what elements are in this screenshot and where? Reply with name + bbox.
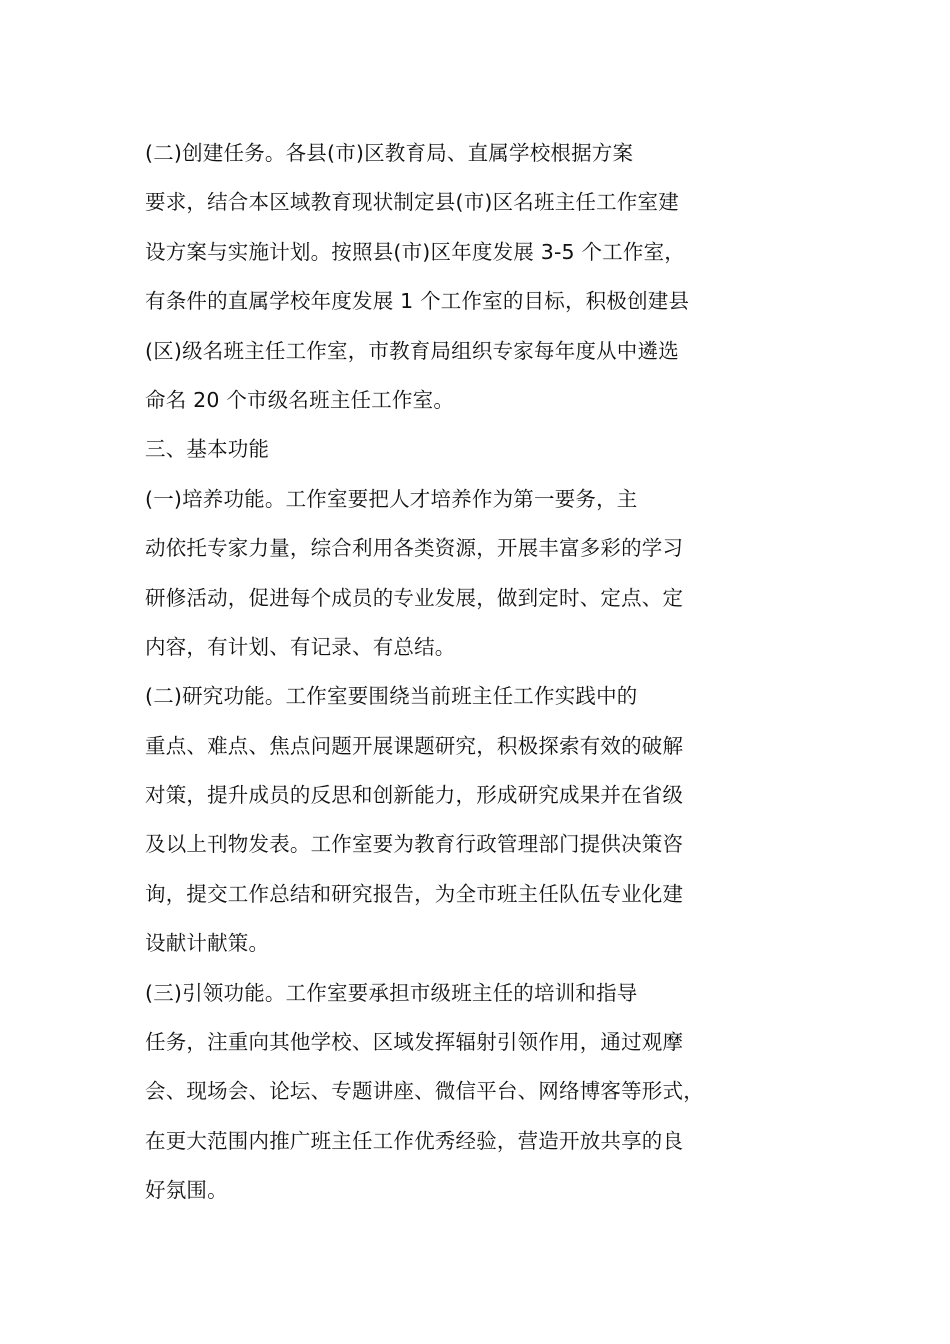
text-line: 重点、难点、焦点问题开展课题研究，积极探索有效的破解: [145, 733, 684, 758]
section-heading: 三、基本功能: [145, 437, 270, 462]
text-line: 动依托专家力量，综合利用各类资源，开展丰富多彩的学习: [145, 536, 684, 561]
text-line: 设献计献策。: [145, 931, 270, 956]
text-line: 研修活动，促进每个成员的专业发展，做到定时、定点、定: [145, 585, 684, 610]
text-line: 在更大范围内推广班主任工作优秀经验，营造开放共享的良: [145, 1128, 684, 1153]
text-line: 询，提交工作总结和研究报告，为全市班主任队伍专业化建: [145, 881, 684, 906]
text-line: 有条件的直属学校年度发展 1 个工作室的目标，积极创建县: [145, 289, 690, 314]
text-line: 好氛围。: [145, 1178, 228, 1203]
text-line: (三)引领功能。工作室要承担市级班主任的培训和指导: [145, 980, 638, 1005]
text-line: 要求，结合本区域教育现状制定县(市)区名班主任工作室建: [145, 190, 679, 215]
text-line: (区)级名班主任工作室，市教育局组织专家每年度从中遴选: [145, 338, 679, 363]
text-line: 会、现场会、论坛、专题讲座、微信平台、网络博客等形式，: [145, 1079, 704, 1104]
text-line: 任务，注重向其他学校、区域发挥辐射引领作用，通过观摩: [145, 1030, 684, 1055]
text-line: 及以上刊物发表。工作室要为教育行政管理部门提供决策咨: [145, 832, 684, 857]
text-line: (二)创建任务。各县(市)区教育局、直属学校根据方案: [145, 141, 634, 165]
text-line: 设方案与实施计划。按照县(市)区年度发展 3-5 个工作室，: [145, 239, 686, 264]
document-body: [145, 129, 765, 1216]
text-line: (二)研究功能。工作室要围绕当前班主任工作实践中的: [145, 684, 638, 709]
text-line: 内容，有计划、有记录、有总结。: [145, 634, 456, 659]
text-line: 对策，提升成员的反思和创新能力，形成研究成果并在省级: [145, 783, 684, 808]
text-line: 命名 20 个市级名班主任工作室。: [145, 387, 455, 412]
text-line: (一)培养功能。工作室要把人才培养作为第一要务，主: [145, 486, 638, 511]
